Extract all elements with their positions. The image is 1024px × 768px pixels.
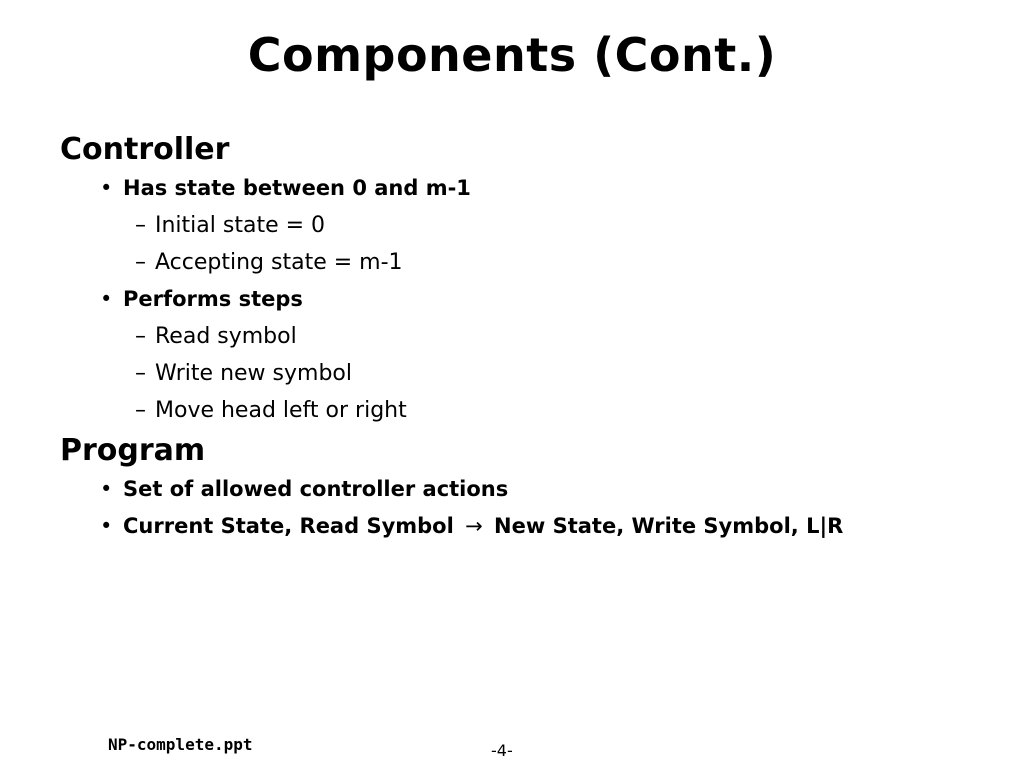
section-heading-controller: Controller	[60, 132, 230, 167]
bullet-icon: •	[100, 477, 113, 501]
footer-page-number: -4-	[491, 741, 513, 760]
bullet-text: Has state between 0 and m-1	[123, 176, 471, 200]
sub-item-text: Initial state = 0	[155, 213, 326, 238]
bullet-icon: •	[100, 514, 113, 538]
bullet-icon: •	[100, 176, 113, 200]
bullet-item	[60, 471, 1000, 508]
section-heading-program: Program	[60, 433, 206, 468]
sub-item-text: Accepting state = m-1	[155, 250, 403, 275]
right-arrow-icon: →	[465, 514, 483, 538]
sub-item	[60, 392, 1000, 429]
dash-icon: –	[135, 250, 146, 275]
bullet-text-after-arrow: New State, Write Symbol, L|R	[494, 514, 844, 538]
bullet-item	[60, 508, 1000, 545]
dash-icon: –	[135, 324, 146, 349]
sub-item	[60, 318, 1000, 355]
slide-content	[60, 130, 1000, 545]
dash-icon: –	[135, 213, 146, 238]
bullet-item	[60, 170, 1000, 207]
sub-item	[60, 207, 1000, 244]
sub-item-text: Read symbol	[155, 324, 297, 349]
sub-item	[60, 355, 1000, 392]
sub-item	[60, 244, 1000, 281]
bullet-text: Performs steps	[123, 287, 303, 311]
dash-icon: –	[135, 361, 146, 386]
dash-icon: –	[135, 398, 146, 423]
footer-filename: NP-complete.ppt	[108, 735, 253, 754]
sub-item-text: Move head left or right	[155, 398, 407, 423]
bullet-icon: •	[100, 287, 113, 311]
bullet-item	[60, 281, 1000, 318]
slide-title: Components (Cont.)	[247, 28, 777, 82]
bullet-text-before-arrow: Current State, Read Symbol	[123, 514, 454, 538]
sub-item-text: Write new symbol	[155, 361, 352, 386]
bullet-text: Set of allowed controller actions	[123, 477, 509, 501]
